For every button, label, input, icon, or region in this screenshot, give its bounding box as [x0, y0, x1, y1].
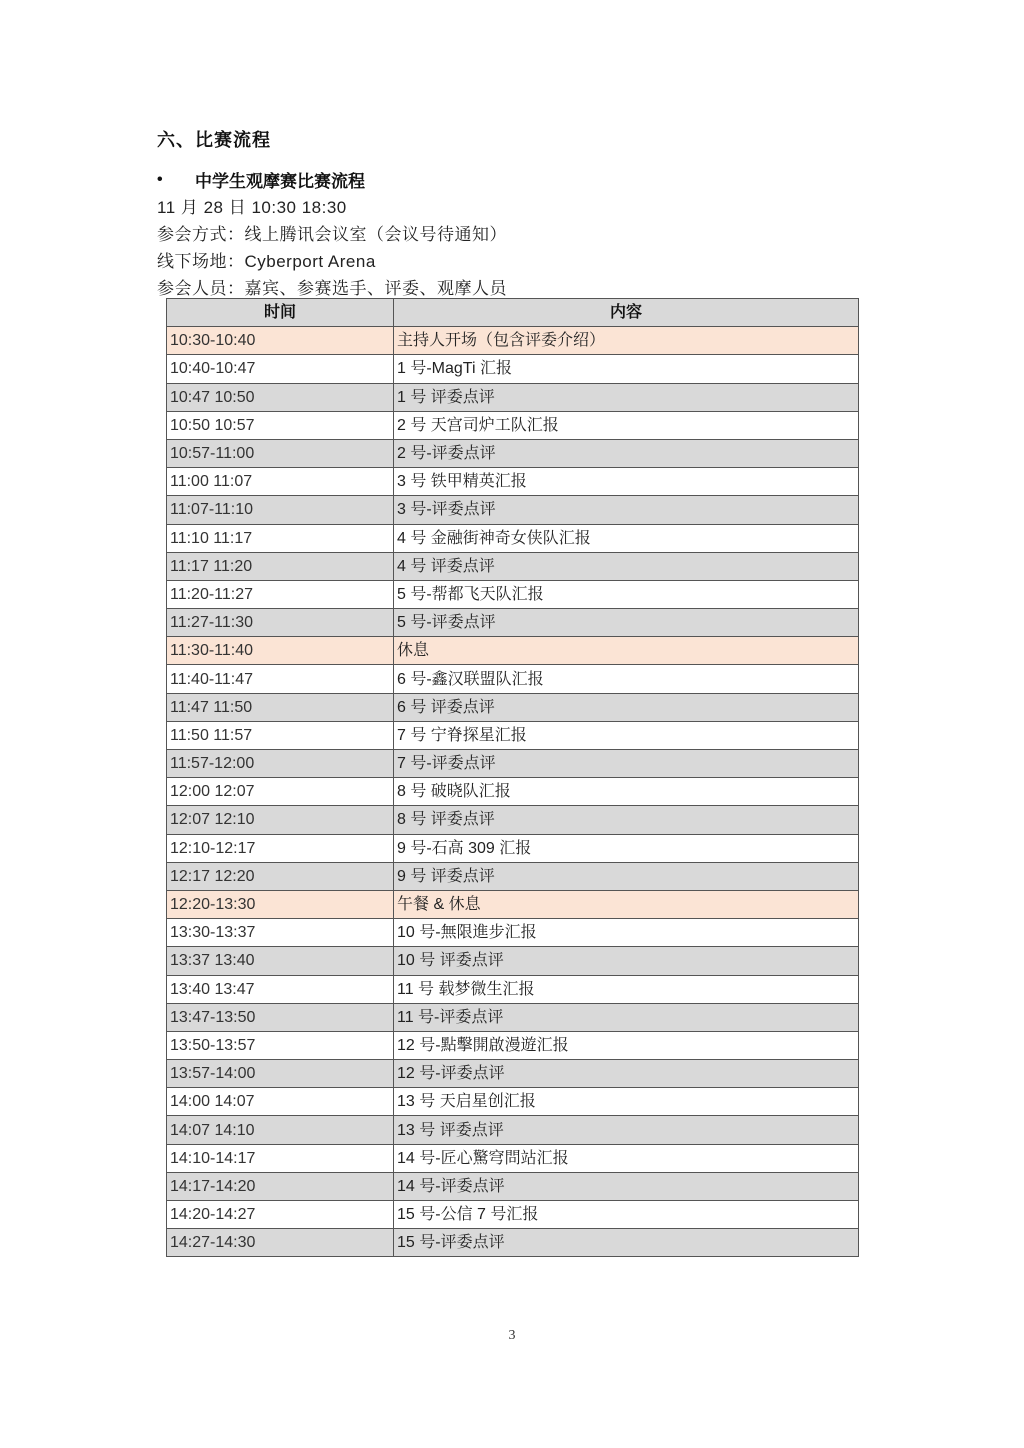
- table-row: [167, 890, 859, 918]
- info-datetime: 11 月 28 日 10:30 18:30: [157, 198, 347, 217]
- table-row: [167, 919, 859, 947]
- time-cell: 13:30-13:37: [167, 919, 394, 947]
- table-row: [167, 1060, 859, 1088]
- table-row: [167, 1003, 859, 1031]
- table-row: [167, 721, 859, 749]
- time-cell: 10:47 10:50: [167, 383, 394, 411]
- content-cell: 4 号 评委点评: [394, 552, 859, 580]
- time-cell: 10:57-11:00: [167, 439, 394, 467]
- time-cell: 11:07-11:10: [167, 496, 394, 524]
- time-cell: 11:57-12:00: [167, 750, 394, 778]
- time-cell: 14:27-14:30: [167, 1229, 394, 1257]
- content-cell: 主持人开场（包含评委介绍）: [394, 327, 859, 355]
- bullet-icon: •: [157, 170, 163, 188]
- table-row: [167, 1031, 859, 1059]
- content-cell: 9 号-石高 309 汇报: [394, 834, 859, 862]
- content-cell: 13 号 评委点评: [394, 1116, 859, 1144]
- time-cell: 11:40-11:47: [167, 665, 394, 693]
- table-row: [167, 947, 859, 975]
- table-row: [167, 580, 859, 608]
- schedule-body: [167, 327, 859, 1257]
- page-number: 3: [508, 1328, 516, 1343]
- time-cell: 14:17-14:20: [167, 1172, 394, 1200]
- content-cell: 5 号-评委点评: [394, 609, 859, 637]
- content-cell: 2 号 天宫司炉工队汇报: [394, 411, 859, 439]
- time-cell: 14:00 14:07: [167, 1088, 394, 1116]
- table-row: [167, 1229, 859, 1257]
- time-cell: 12:17 12:20: [167, 862, 394, 890]
- content-cell: 8 号 破晓队汇报: [394, 778, 859, 806]
- content-cell: 午餐 & 休息: [394, 890, 859, 918]
- table-row: [167, 862, 859, 890]
- table-row: [167, 975, 859, 1003]
- content-cell: 3 号 铁甲精英汇报: [394, 468, 859, 496]
- time-cell: 13:57-14:00: [167, 1060, 394, 1088]
- time-cell: 11:47 11:50: [167, 693, 394, 721]
- content-cell: 2 号-评委点评: [394, 439, 859, 467]
- content-cell: 8 号 评委点评: [394, 806, 859, 834]
- time-cell: 12:20-13:30: [167, 890, 394, 918]
- time-cell: 13:40 13:47: [167, 975, 394, 1003]
- table-row: [167, 806, 859, 834]
- table-row: [167, 524, 859, 552]
- header-time: 时间: [167, 299, 394, 327]
- time-cell: 11:30-11:40: [167, 637, 394, 665]
- table-row: [167, 1144, 859, 1172]
- content-cell: 5 号-帮都飞天队汇报: [394, 580, 859, 608]
- content-cell: 4 号 金融街神奇女侠队汇报: [394, 524, 859, 552]
- time-cell: 13:37 13:40: [167, 947, 394, 975]
- time-cell: 10:40-10:47: [167, 355, 394, 383]
- content-cell: 9 号 评委点评: [394, 862, 859, 890]
- content-cell: 6 号 评委点评: [394, 693, 859, 721]
- section-title: 六、比赛流程: [157, 130, 271, 150]
- time-cell: 14:20-14:27: [167, 1201, 394, 1229]
- schedule-table: [166, 298, 859, 1257]
- table-row: [167, 383, 859, 411]
- subsection-heading: [157, 167, 365, 192]
- content-cell: 休息: [394, 637, 859, 665]
- table-row: [167, 411, 859, 439]
- table-row: [167, 834, 859, 862]
- time-cell: 13:50-13:57: [167, 1031, 394, 1059]
- table-row: [167, 1088, 859, 1116]
- info-attendees: 参会人员：嘉宾、参赛选手、评委、观摩人员: [157, 279, 507, 298]
- content-cell: 10 号 评委点评: [394, 947, 859, 975]
- header-content: 内容: [394, 299, 859, 327]
- time-cell: 11:10 11:17: [167, 524, 394, 552]
- time-cell: 10:30-10:40: [167, 327, 394, 355]
- info-method: 参会方式：线上腾讯会议室（会议号待通知）: [157, 225, 507, 244]
- table-row: [167, 778, 859, 806]
- table-row: [167, 327, 859, 355]
- time-cell: 12:10-12:17: [167, 834, 394, 862]
- table-row: [167, 468, 859, 496]
- content-cell: 7 号 宁脊探星汇报: [394, 721, 859, 749]
- time-cell: 10:50 10:57: [167, 411, 394, 439]
- time-cell: 12:00 12:07: [167, 778, 394, 806]
- table-row: [167, 750, 859, 778]
- content-cell: 15 号-评委点评: [394, 1229, 859, 1257]
- table-row: [167, 693, 859, 721]
- content-cell: 12 号-點擊開啟漫遊汇报: [394, 1031, 859, 1059]
- time-cell: 11:50 11:57: [167, 721, 394, 749]
- table-row: [167, 609, 859, 637]
- content-cell: 1 号-MagTi 汇报: [394, 355, 859, 383]
- time-cell: 11:00 11:07: [167, 468, 394, 496]
- content-cell: 14 号-评委点评: [394, 1172, 859, 1200]
- time-cell: 14:07 14:10: [167, 1116, 394, 1144]
- table-row: [167, 1116, 859, 1144]
- content-cell: 10 号-無限進步汇报: [394, 919, 859, 947]
- content-cell: 15 号-公信 7 号汇报: [394, 1201, 859, 1229]
- time-cell: 11:27-11:30: [167, 609, 394, 637]
- content-cell: 11 号-评委点评: [394, 1003, 859, 1031]
- table-row: [167, 637, 859, 665]
- content-cell: 13 号 天启星创汇报: [394, 1088, 859, 1116]
- content-cell: 6 号-鑫汉联盟队汇报: [394, 665, 859, 693]
- content-cell: 14 号-匠心驚穹問站汇报: [394, 1144, 859, 1172]
- content-cell: 3 号-评委点评: [394, 496, 859, 524]
- time-cell: 13:47-13:50: [167, 1003, 394, 1031]
- content-cell: 7 号-评委点评: [394, 750, 859, 778]
- table-row: [167, 355, 859, 383]
- time-cell: 12:07 12:10: [167, 806, 394, 834]
- table-row: [167, 1201, 859, 1229]
- table-row: [167, 552, 859, 580]
- time-cell: 11:20-11:27: [167, 580, 394, 608]
- table-row: [167, 439, 859, 467]
- subsection-title: 中学生观摩赛比赛流程: [195, 172, 365, 191]
- table-row: [167, 665, 859, 693]
- table-row: [167, 1172, 859, 1200]
- content-cell: 12 号-评委点评: [394, 1060, 859, 1088]
- content-cell: 1 号 评委点评: [394, 383, 859, 411]
- content-cell: 11 号 载梦微生汇报: [394, 975, 859, 1003]
- info-venue: 线下场地：Cyberport Arena: [157, 252, 376, 271]
- table-header-row: [167, 299, 859, 327]
- time-cell: 14:10-14:17: [167, 1144, 394, 1172]
- table-row: [167, 496, 859, 524]
- time-cell: 11:17 11:20: [167, 552, 394, 580]
